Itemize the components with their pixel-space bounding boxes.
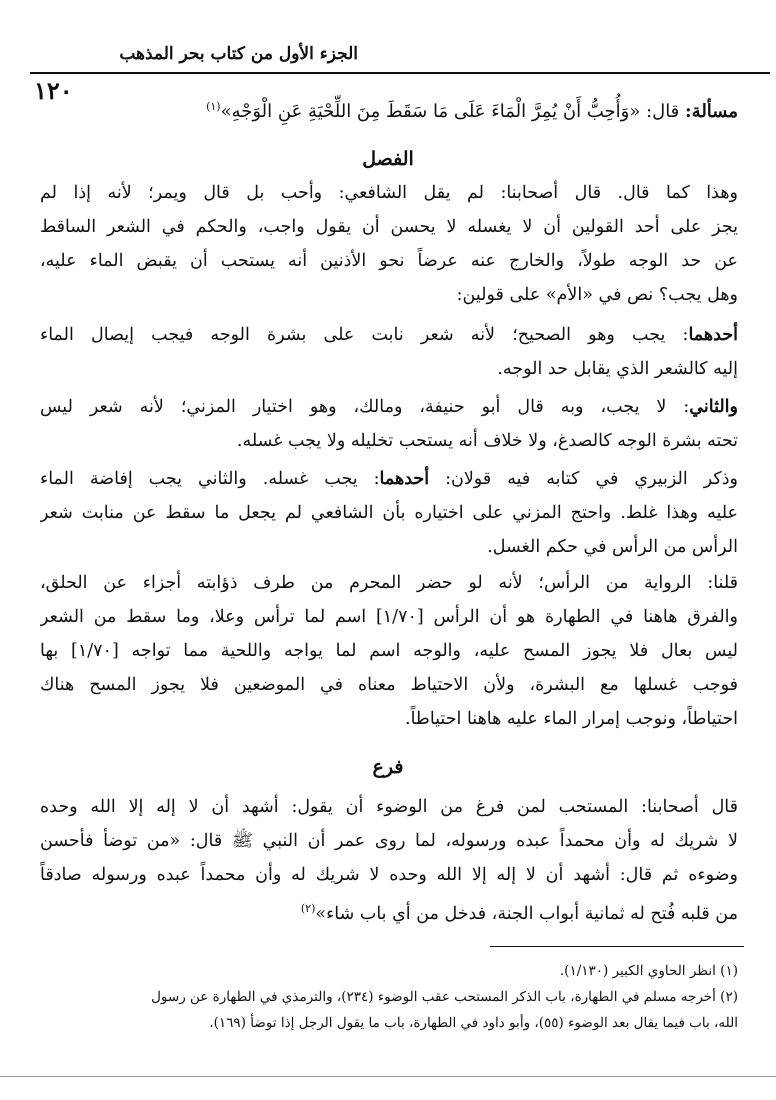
- footnote-line: (٢) أخرجه مسلم في الطهارة، باب الذكر المستحب عقب الوضوء (٢٣٤)، والترمذي في الطهارة عن رسول: [151, 989, 738, 1005]
- page-number: ١٢٠: [34, 76, 73, 105]
- running-header-title: الجزء الأول من كتاب بحر المذهب: [119, 44, 358, 64]
- text-span: وذكر الزبيري في كتابه فيه قولان:: [445, 469, 738, 489]
- text-line: والفرق هاهنا في الطهارة هو أن الرأس [١/٧٠] اسم لما ترأس وعلا، وما سقط من الشعر: [40, 607, 738, 627]
- paragraph-1: [40, 176, 738, 312]
- text-line: قلنا: الرواية من الرأس؛ لأنه لو حضر المحرم من طرف ذؤابته أجزاء عن الحلق،: [40, 573, 738, 593]
- masala-line: [40, 90, 738, 129]
- footnote-rule: [490, 946, 744, 947]
- text-line: عليه وهذا غلط. واحتج المزني على اختياره بأن الشافعي لم يجعل ما سقط عن منابت شعر: [40, 503, 738, 523]
- text-line: احتياطاً، ونوجب إمرار الماء عليه هاهنا احتياطاً.: [405, 709, 738, 729]
- text-line: [40, 892, 738, 931]
- text-line: [40, 390, 738, 424]
- text-line: الرأس من الرأس في حكم الغسل.: [487, 537, 738, 557]
- text-line: [40, 318, 738, 352]
- text-line: وضوءه ثم قال: أشهد أن لا إله إلا الله وحده لا شريك له وأن محمداً عبده ورسوله صادقاً: [40, 865, 738, 885]
- text-line: [40, 462, 738, 496]
- masala-label: مسألة:: [685, 101, 738, 122]
- text-span: : لا يجب، وبه قال أبو حنيفة، ومالك، وهو اختيار المزني؛ لأنه شعر ليس: [40, 397, 690, 417]
- paragraph-label: أحدهما: [688, 325, 738, 345]
- text-line: ليس بعال فلا يجوز المسح عليه، والوجه اسم لما يواجه واللحية مما تواجه [١/٧٠] بها: [40, 641, 738, 661]
- paragraph-label: والثاني: [689, 397, 738, 417]
- masala-ref: (١): [206, 100, 221, 113]
- footnotes: [30, 958, 738, 1036]
- text-span: من قلبه فُتح له ثمانية أبواب الجنة، فدخل من أي باب شاء»: [315, 903, 738, 924]
- text-line: وهل يجب؟ نص في «الأم» على قولين:: [456, 285, 738, 305]
- text-line: لا شريك له وأن محمداً عبده ورسوله، لما روى عمر أن النبي ﷺ قال: «من توضأ فأحسن: [40, 831, 738, 851]
- text-line: تحته بشرة الوجه كالصدغ، ولا خلاف أنه يستحب تخليله ولا يجب غسله.: [236, 431, 738, 451]
- paragraph-4: [40, 462, 738, 564]
- text-line: قال أصحابنا: المستحب لمن فرغ من الوضوء أن يقول: أشهد أن لا إله إلا الله وحده: [40, 797, 738, 817]
- page-edge: [0, 1076, 776, 1077]
- paragraph-3: [40, 390, 738, 458]
- paragraph-2: [40, 318, 738, 386]
- text-line: إليه كالشعر الذي يقابل حد الوجه.: [497, 359, 738, 379]
- text-line: عن حد الوجه طولاً، والخارج عنه عرضاً نحو الأذنين أنه يستحب أن يقبض الماء عليه،: [40, 251, 738, 271]
- text-line: يجز على أحد القولين أن لا يغسله لا يحسن أن يقول واجب، والحكم في الشعر الساقط: [40, 217, 738, 237]
- paragraph-5: [40, 566, 738, 736]
- footnote-line: (١) انظر الحاوي الكبير (١/١٣٠).: [559, 963, 738, 979]
- paragraph-6: [40, 790, 738, 931]
- masala-text: قال: «وَأُحِبُّ أَنْ يُمِرَّ الْمَاءَ عَلَى مَا سَقَطَ مِنَ اللِّحْيَةِ عَنِ الْوَجْهِ»: [220, 101, 680, 122]
- text-span: : يجب وهو الصحيح؛ لأنه شعر نابت على بشرة الوجه فيجب إيصال الماء: [40, 325, 689, 345]
- section-heading-far: فرع: [372, 756, 404, 778]
- text-line: وهذا كما قال. قال أصحابنا: لم يقل الشافعي: وأحب بل قال ويمر؛ لأنه إذا لم: [40, 183, 738, 203]
- text-span: : يجب غسله. والثاني يجب إفاضة الماء: [40, 469, 380, 489]
- section-heading-fasl: الفصل: [362, 148, 414, 170]
- footnote-line: الله، باب فيما يقال بعد الوضوء (٥٥)، وأبو داود في الطهارة، باب ما يقول الرجل إذا توضأ (١٦٩).: [209, 1015, 738, 1031]
- paragraph-label: أحدهما: [379, 469, 430, 489]
- text-line: فوجب غسلها مع البشرة، ولأن الاحتياط معناه في الموضعين فلا يجوز المسح هناك: [40, 675, 738, 695]
- header-rule: [30, 72, 770, 74]
- footnote-ref: (٢): [300, 902, 316, 915]
